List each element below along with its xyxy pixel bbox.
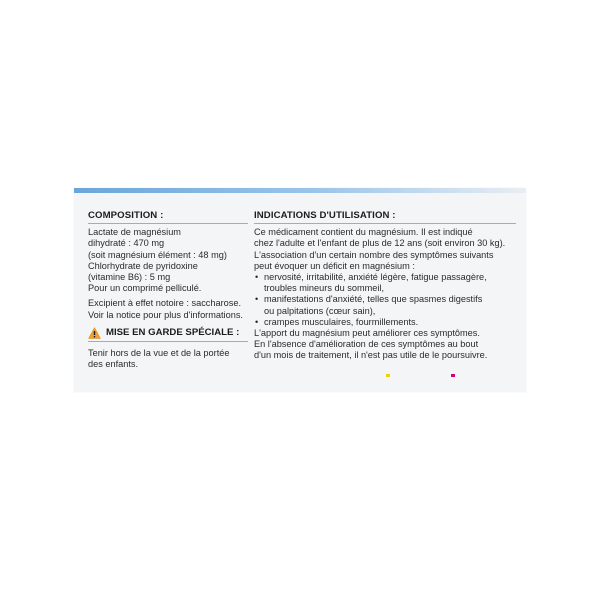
composition-line: (vitamine B6) : 5 mg: [88, 272, 171, 283]
excipient-line: Excipient à effet notoire : saccharose.: [88, 298, 242, 309]
symptom-line: ou palpitations (cœur sain),: [264, 305, 376, 316]
indications-outro: [254, 328, 516, 362]
indications-heading: INDICATIONS D'UTILISATION :: [254, 210, 516, 224]
symptom-line: • crampes musculaires, fourmillements.: [264, 316, 419, 327]
excipient-text: [88, 298, 248, 320]
warning-text: [88, 348, 248, 370]
symptom-list: [254, 272, 516, 328]
symptom-item: [254, 317, 516, 328]
top-color-band: [74, 188, 526, 193]
indications-line: d'un mois de traitement, il n'est pas utile de le poursuivre.: [254, 350, 488, 361]
composition-line: Lactate de magnésium: [88, 227, 181, 238]
warning-line: Tenir hors de la vue et de la portée: [88, 347, 230, 358]
warning-heading-row: [88, 327, 248, 342]
symptom-line: troubles mineurs du sommeil,: [264, 283, 384, 294]
indications-line: Ce médicament contient du magnésium. Il est indiqué: [254, 227, 473, 238]
warning-line: des enfants.: [88, 359, 139, 370]
symptom-line: • nervosité, irritabilité, anxiété légère, fatigue passagère,: [264, 272, 487, 283]
indications-line: L'association d'un certain nombre des symptômes suivants: [254, 249, 494, 260]
indications-intro: [254, 227, 516, 272]
warning-triangle-icon: [88, 327, 101, 339]
warning-heading: MISE EN GARDE SPÉCIALE :: [106, 327, 240, 339]
indications-line: peut évoquer un déficit en magnésium :: [254, 260, 415, 271]
composition-line: (soit magnésium élément : 48 mg): [88, 249, 227, 260]
composition-line: dihydraté : 470 mg: [88, 238, 165, 249]
indications-line: L'apport du magnésium peut améliorer ces symptômes.: [254, 328, 480, 339]
composition-main: [88, 227, 248, 294]
print-mark-magenta: [451, 374, 455, 377]
indications-line: En l'absence d'amélioration de ces symptômes au bout: [254, 339, 479, 350]
symptom-item: [254, 272, 516, 294]
composition-line: Chlorhydrate de pyridoxine: [88, 260, 198, 271]
symptom-line: • manifestations d'anxiété, telles que spasmes digestifs: [264, 294, 483, 305]
composition-line: Pour un comprimé pelliculé.: [88, 283, 202, 294]
right-column: [254, 210, 516, 362]
left-column: [88, 210, 248, 370]
excipient-line: Voir la notice pour plus d'informations.: [88, 309, 243, 320]
product-info-panel: [74, 188, 526, 392]
symptom-item: [254, 294, 516, 316]
indications-line: chez l'adulte et l'enfant de plus de 12 ans (soit environ 30 kg).: [254, 238, 506, 249]
composition-heading: COMPOSITION :: [88, 210, 248, 224]
print-mark-yellow: [386, 374, 390, 377]
